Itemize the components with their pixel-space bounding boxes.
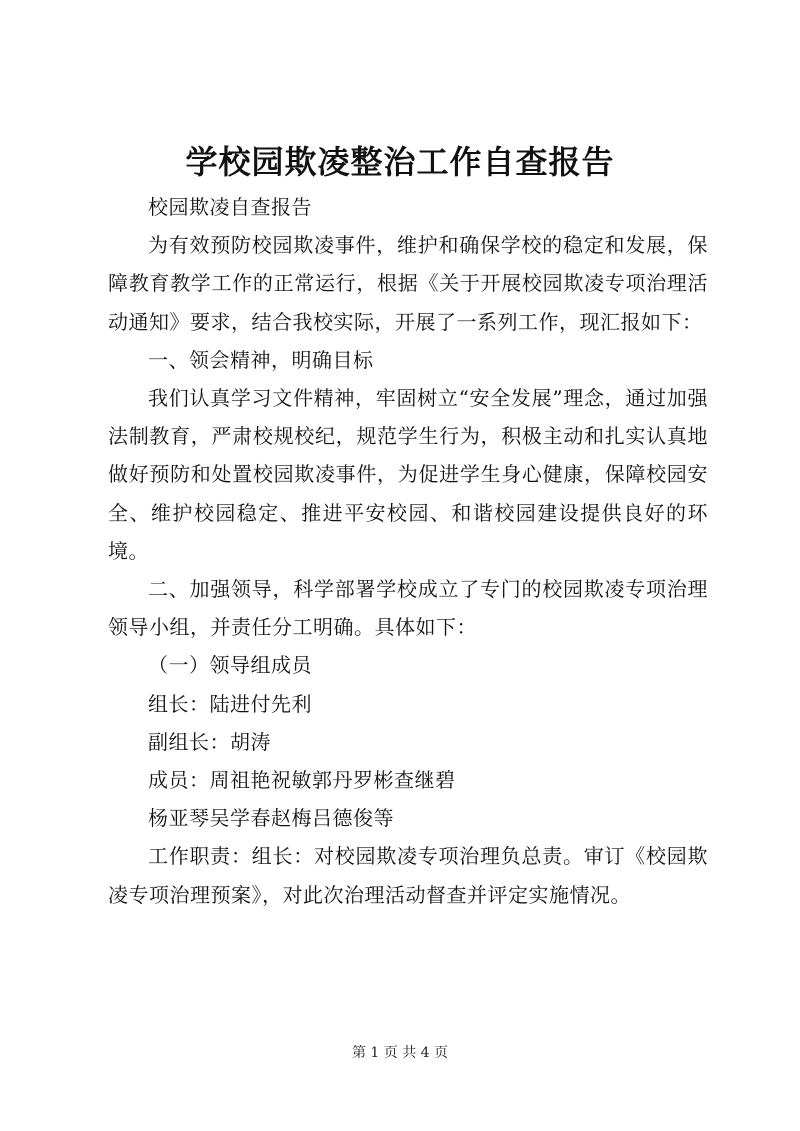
section-heading-2: 二、加强领导，科学部署学校成立了专门的校园欺凌专项治理领导小组，并责任分工明确。具体如下：	[108, 577, 708, 640]
members-line: 成员：周祖艳祝敏郭丹罗彬查继碧	[148, 768, 456, 793]
duties-paragraph: 工作职责：组长：对校园欺凌专项治理负总责。审订《校园欺凌专项治理预案》，对此次治理活动督查并评定实施情况。	[108, 844, 708, 907]
section-heading-1: 一、领会精神，明确目标	[148, 347, 374, 372]
paragraph-section-1: 我们认真学习文件精神，牢固树立“安全发展”理念，通过加强法制教育，严肃校规校纪，规范学生行为，积极主动和扎实认真地做好预防和处置校园欺凌事件，为促进学生身心健康，保障校园安全、维护校园稳定、推进平安校园、和谐校园建设提供良好的环境。	[108, 386, 708, 563]
paragraph-intro: 为有效预防校园欺凌事件，维护和确保学校的稳定和发展，保障教育教学工作的正常运行，根据《关于开展校园欺凌专项治理活动通知》要求，结合我校实际，开展了一系列工作，现汇报如下：	[108, 233, 708, 334]
leader-line: 组长：陆进付先利	[148, 691, 312, 716]
paragraph-subtitle: 校园欺凌自查报告	[148, 195, 312, 219]
document-body	[108, 188, 708, 914]
deputy-leader-line: 副组长：胡涛	[148, 729, 271, 754]
subsection-heading-1: （一）领导组成员	[148, 653, 312, 678]
page-footer: 第 1 页 共 4 页	[351, 1045, 449, 1061]
document-title: 学校园欺凌整治工作自查报告	[185, 143, 615, 181]
members-line-continued: 杨亚琴吴学春赵梅吕德俊等	[148, 806, 394, 831]
